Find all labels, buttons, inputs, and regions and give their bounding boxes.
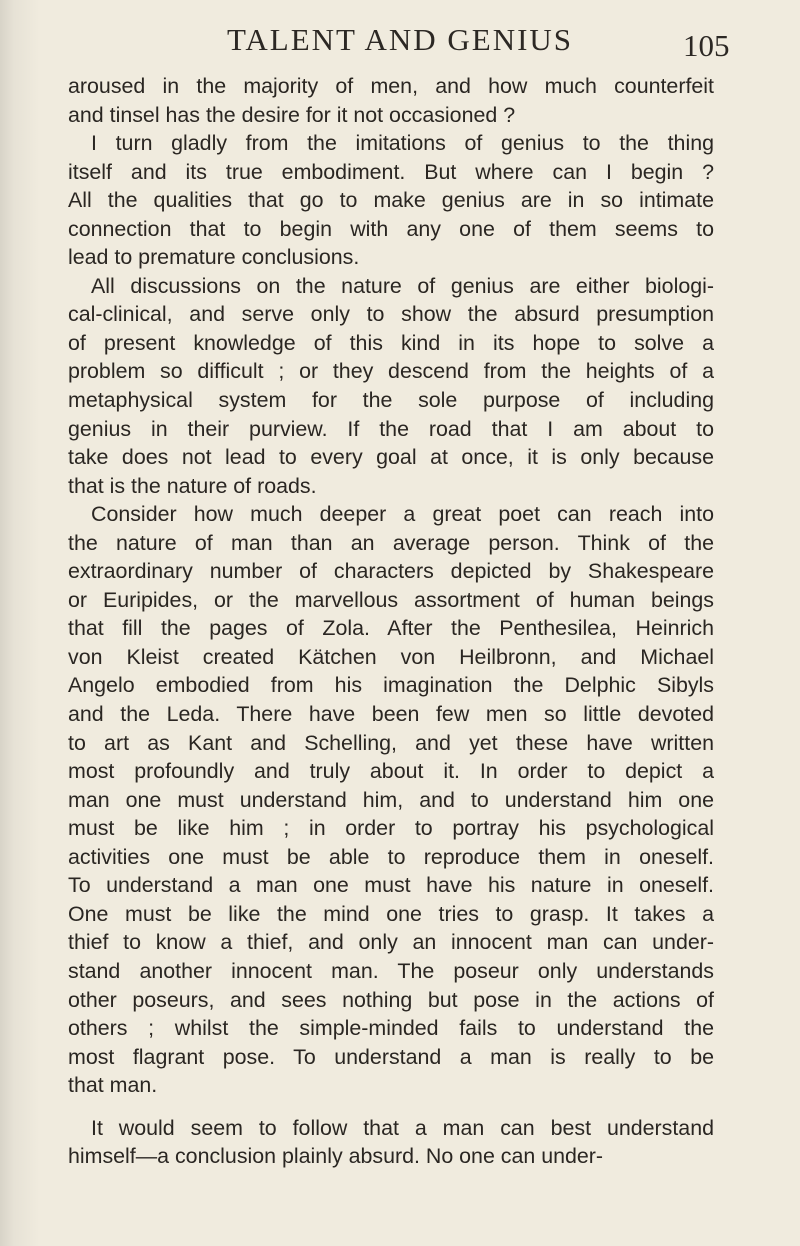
text-line: most flagrant pose. To understand a man is really to be [68,1044,714,1069]
text-line: himself—a conclusion plainly absurd. No one can under- [68,1144,604,1169]
text-line: itself and its true embodiment. But where can I begin ? [68,159,714,184]
page-header [0,22,800,70]
text-line: Consider how much deeper a great poet can reach into [91,502,714,527]
text-line: that is the nature of roads. [68,473,317,498]
text-line: Angelo embodied from his imagination the Delphic Sibyls [68,673,714,698]
paragraph [68,500,714,1099]
text-line: to art as Kant and Schelling, and yet these have written [68,730,714,755]
text-line: I turn gladly from the imitations of genius to the thing [91,131,714,156]
text-line: other poseurs, and sees nothing but pose in the actions of [68,987,714,1012]
paragraph [68,272,714,500]
text-line: or Euripides, or the marvellous assortment of human beings [68,587,714,612]
running-head: TALENT AND GENIUS [226,22,574,57]
paragraph [68,1114,714,1171]
text-line: must be like him ; in order to portray his psychological [68,816,714,841]
text-line: stand another innocent man. The poseur only understands [68,958,714,983]
text-line: that man. [68,1073,158,1098]
text-line: and the Leda. There have been few men so little devoted [68,702,714,727]
text-line: most profoundly and truly about it. In order to depict a [68,759,714,784]
body-text [68,72,714,1171]
text-line: extraordinary number of characters depicted by Shakespeare [68,559,714,584]
text-line: genius in their purview. If the road that I am about to [68,416,714,441]
text-line: of present knowledge of this kind in its hope to solve a [68,330,714,355]
text-line: the nature of man than an average person. Think of the [68,530,714,555]
text-line: von Kleist created Kätchen von Heilbronn, and Michael [68,644,714,669]
text-line: All discussions on the nature of genius are either biologi- [91,273,714,298]
text-line: that fill the pages of Zola. After the Penthesilea, Heinrich [68,616,714,641]
text-line: man one must understand him, and to understand him one [68,787,714,812]
text-line: All the qualities that go to make genius are in so intimate [68,188,714,213]
text-line: activities one must be able to reproduce them in oneself. [68,844,714,869]
text-line: It would seem to follow that a man can best understand [91,1115,714,1140]
text-line: others ; whilst the simple-minded fails to understand the [68,1016,714,1041]
text-line: and tinsel has the desire for it not occasioned ? [68,102,516,127]
text-line: One must be like the mind one tries to grasp. It takes a [68,901,714,926]
paragraph [68,129,714,272]
text-line: lead to premature conclusions. [68,245,360,270]
page-number: 105 [683,28,730,63]
paragraph [68,72,714,129]
text-line: cal-clinical, and serve only to show the absurd presumption [68,302,714,327]
paragraph-gap [68,1100,714,1114]
text-line: connection that to begin with any one of them seems to [68,216,714,241]
text-line: aroused in the majority of men, and how much counterfeit [68,74,714,98]
text-line: problem so difficult ; or they descend from the heights of a [68,359,714,384]
text-line: take does not lead to every goal at once, it is only because [68,445,714,470]
text-line: thief to know a thief, and only an innocent man can under- [68,930,714,955]
text-line: metaphysical system for the sole purpose of including [68,388,714,413]
text-line: To understand a man one must have his nature in oneself. [68,873,714,898]
